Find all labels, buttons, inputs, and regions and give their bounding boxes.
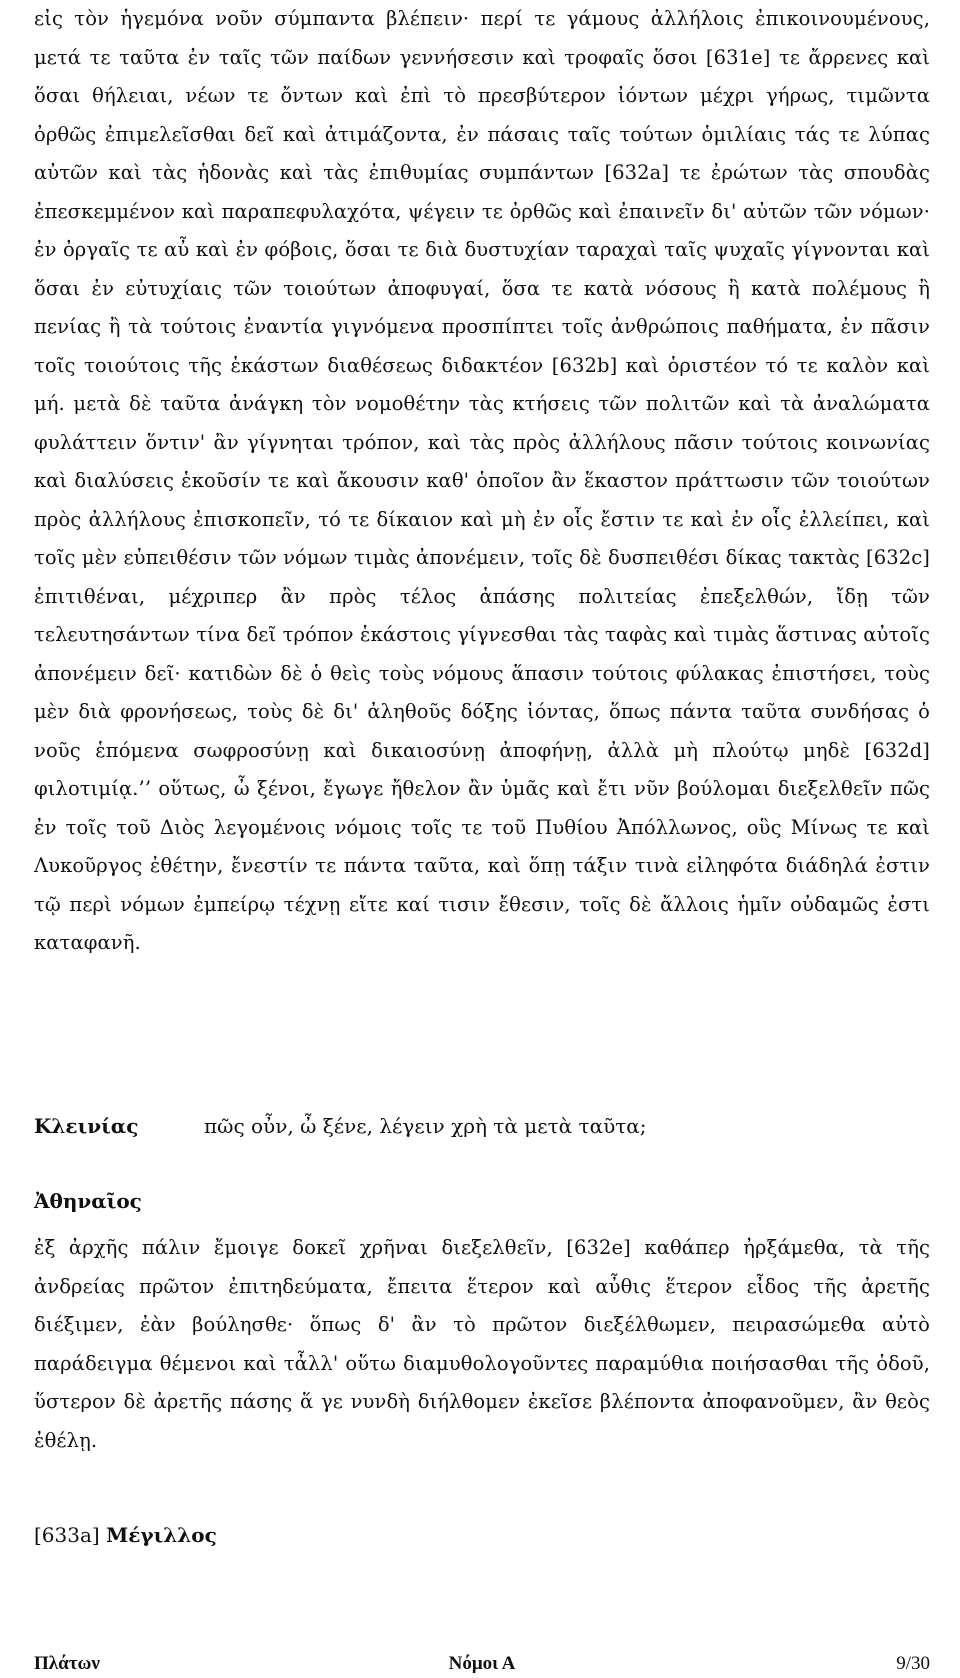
kleinias-line bbox=[34, 1107, 647, 1145]
athenaios-paragraph: ἐξ ἀρχῆς πάλιν ἔμοιγε δοκεῖ χρῆναι διεξελθεῖν, [632e] καθάπερ ἠρξάμεθα, τὰ τῆς ἀνδρείας πρῶτον ἐπιτηδεύματα, ἔπειτα ἕτερον καὶ αὖθις ἕτερον εἶδος τῆς ἀρετῆς διέξιμεν, ἐὰν βούλησθε· ὅπως δ' ἂν τὸ πρῶτον διεξέλθωμεν, πειρασώμεθα αὐτὸ παράδειγμα θέμενοι καὶ τἆλλ' οὕτω διαμυθολογοῦντες παραμύθια ποιήσασθαι τῆς ὁδοῦ, ὕστερον δὲ ἀρετῆς πάσης ἅ γε νυνδὴ διήλθομεν ἐκεῖσε βλέποντα ἀποφανοῦμεν, ἂν θεὸς ἐθέλῃ. bbox=[34, 1236, 930, 1452]
page-body bbox=[34, 0, 930, 963]
main-paragraph: εἰς τὸν ἡγεμόνα νοῦν σύμπαντα βλέπειν· περί τε γάμους ἀλλήλοις ἐπικοινουμένους, μετά τε ταῦτα ἐν ταῖς τῶν παίδων γεννήσεσιν καὶ τροφαῖς ὅσοι [631e] τε ἄρρενες καὶ ὅσαι θήλειαι, νέων τε ὄντων καὶ ἐπὶ τὸ πρεσβύτερον ἰόντων μέχρι γήρως, τιμῶντα ὀρθῶς ἐπιμελεῖσθαι δεῖ καὶ ἀτιμάζοντα, ἐν πάσαις ταῖς τούτων ὁμιλίαις τάς τε λύπας αὐτῶν καὶ τὰς ἡδονὰς καὶ τὰς ἐπιθυμίας συμπάντων [632a] τε ἐρώτων τὰς σπουδὰς ἐπεσκεμμένον καὶ παραπεφυλαχότα, ψέγειν τε ὀρθῶς καὶ ἐπαινεῖν δι' αὐτῶν τῶν νόμων· ἐν ὀργαῖς τε αὖ καὶ ἐν φόβοις, ὅσαι τε διὰ δυστυχίαν ταραχαὶ ταῖς ψυχαῖς γίγνονται καὶ ὅσαι ἐν εὐτυχίαις τῶν τοιούτων ἀποφυγαί, ὅσα τε κατὰ νόσους ἢ κατὰ πολέμους ἢ πενίας ἢ τὰ τούτοις ἐναντία γιγνόμενα προσπίπτει τοῖς ἀνθρώποις παθήματα, ἐν πᾶσιν τοῖς τοιούτοις τῆς ἑκάστων διαθέσεως διδακτέον [632b] καὶ ὁριστέον τό τε καλὸν καὶ μή. μετὰ δὲ ταῦτα ἀνάγκη τὸν νομοθέτην τὰς κτήσεις τῶν πολιτῶν καὶ τὰ ἀναλώματα φυλάττειν ὅντιν' ἂν γίγνηται τρόπον, καὶ τὰς πρὸς ἀλλήλους πᾶσιν τούτοις κοινωνίας καὶ διαλύσεις ἑκοῦσίν τε καὶ ἄκουσιν καθ' ὁποῖον ἂν ἕκαστον πράττωσιν τῶν τοιούτων πρὸς ἀλλήλους ἐπισκοπεῖν, τό τε δίκαιον καὶ μὴ ἐν οἷς ἔστιν τε καὶ ἐν οἷς ἐλλείπει, καὶ τοῖς μὲν εὐπειθέσιν τῶν νόμων τιμὰς ἀπονέμειν, τοῖς δὲ δυσπειθέσι δίκας τακτὰς [632c] ἐπιτιθέναι, μέχριπερ ἂν πρὸς τέλος ἁπάσης πολιτείας ἐπεξελθών, ἴδῃ τῶν τελευτησάντων τίνα δεῖ τρόπον ἑκάστοις γίγνεσθαι τὰς ταφὰς καὶ τιμὰς ἅστινας αὐτοῖς ἀπονέμειν δεῖ· κατιδὼν δὲ ὁ θεὶς τοὺς νόμους ἅπασιν τούτοις φύλακας ἐπιστήσει, τοὺς μὲν διὰ φρονήσεως, τοὺς δὲ δι' ἀληθοῦς δόξης ἰόντας, ὅπως πάντα ταῦτα συνδήσας ὁ νοῦς ἑπόμενα σωφροσύνῃ καὶ δικαιοσύνῃ ἀποφήνῃ, ἀλλὰ μὴ πλούτῳ μηδὲ [632d] φιλοτιμίᾳ.’’ οὕτως, ὦ ξένοι, ἔγωγε ἤθελον ἂν ὑμᾶς καὶ ἔτι νῦν βούλομαι διεξελθεῖν πῶς ἐν τοῖς τοῦ Διὸς λεγομένοις νόμοις τοῖς τε τοῦ Πυθίου Ἀπόλλωνος, οὓς Μίνως τε καὶ Λυκοῦργος ἐθέτην, ἔνεστίν τε πάντα ταῦτα, καὶ ὅπῃ τάξιν τινὰ εἰληφότα διάδηλά ἐστιν τῷ περὶ νόμων ἐμπείρῳ τέχνῃ εἴτε καί τισιν ἔθεσιν, τοῖς δὲ ἄλλοις ἡμῖν οὐδαμῶς ἐστι καταφανῆ. bbox=[34, 7, 930, 954]
footer-author: Πλάτων bbox=[34, 1653, 100, 1674]
page-footer bbox=[34, 1652, 930, 1676]
speaker-athenaios: Ἀθηναῖος bbox=[34, 1189, 142, 1213]
kleinias-text: πῶς οὖν, ὦ ξένε, λέγειν χρὴ τὰ μετὰ ταῦτα; bbox=[204, 1114, 647, 1138]
athenaios-block bbox=[34, 1229, 930, 1460]
athenaios-speaker-line bbox=[34, 1182, 142, 1220]
footer-work-title: Νόμοι Α bbox=[448, 1653, 516, 1674]
footer-page-number: 9/30 bbox=[896, 1653, 930, 1674]
section-marker: [633a] bbox=[34, 1523, 100, 1547]
megillos-line bbox=[34, 1516, 217, 1554]
speaker-kleinias: Κλεινίας bbox=[34, 1114, 139, 1138]
speaker-megillos: Μέγιλλος bbox=[106, 1523, 217, 1547]
